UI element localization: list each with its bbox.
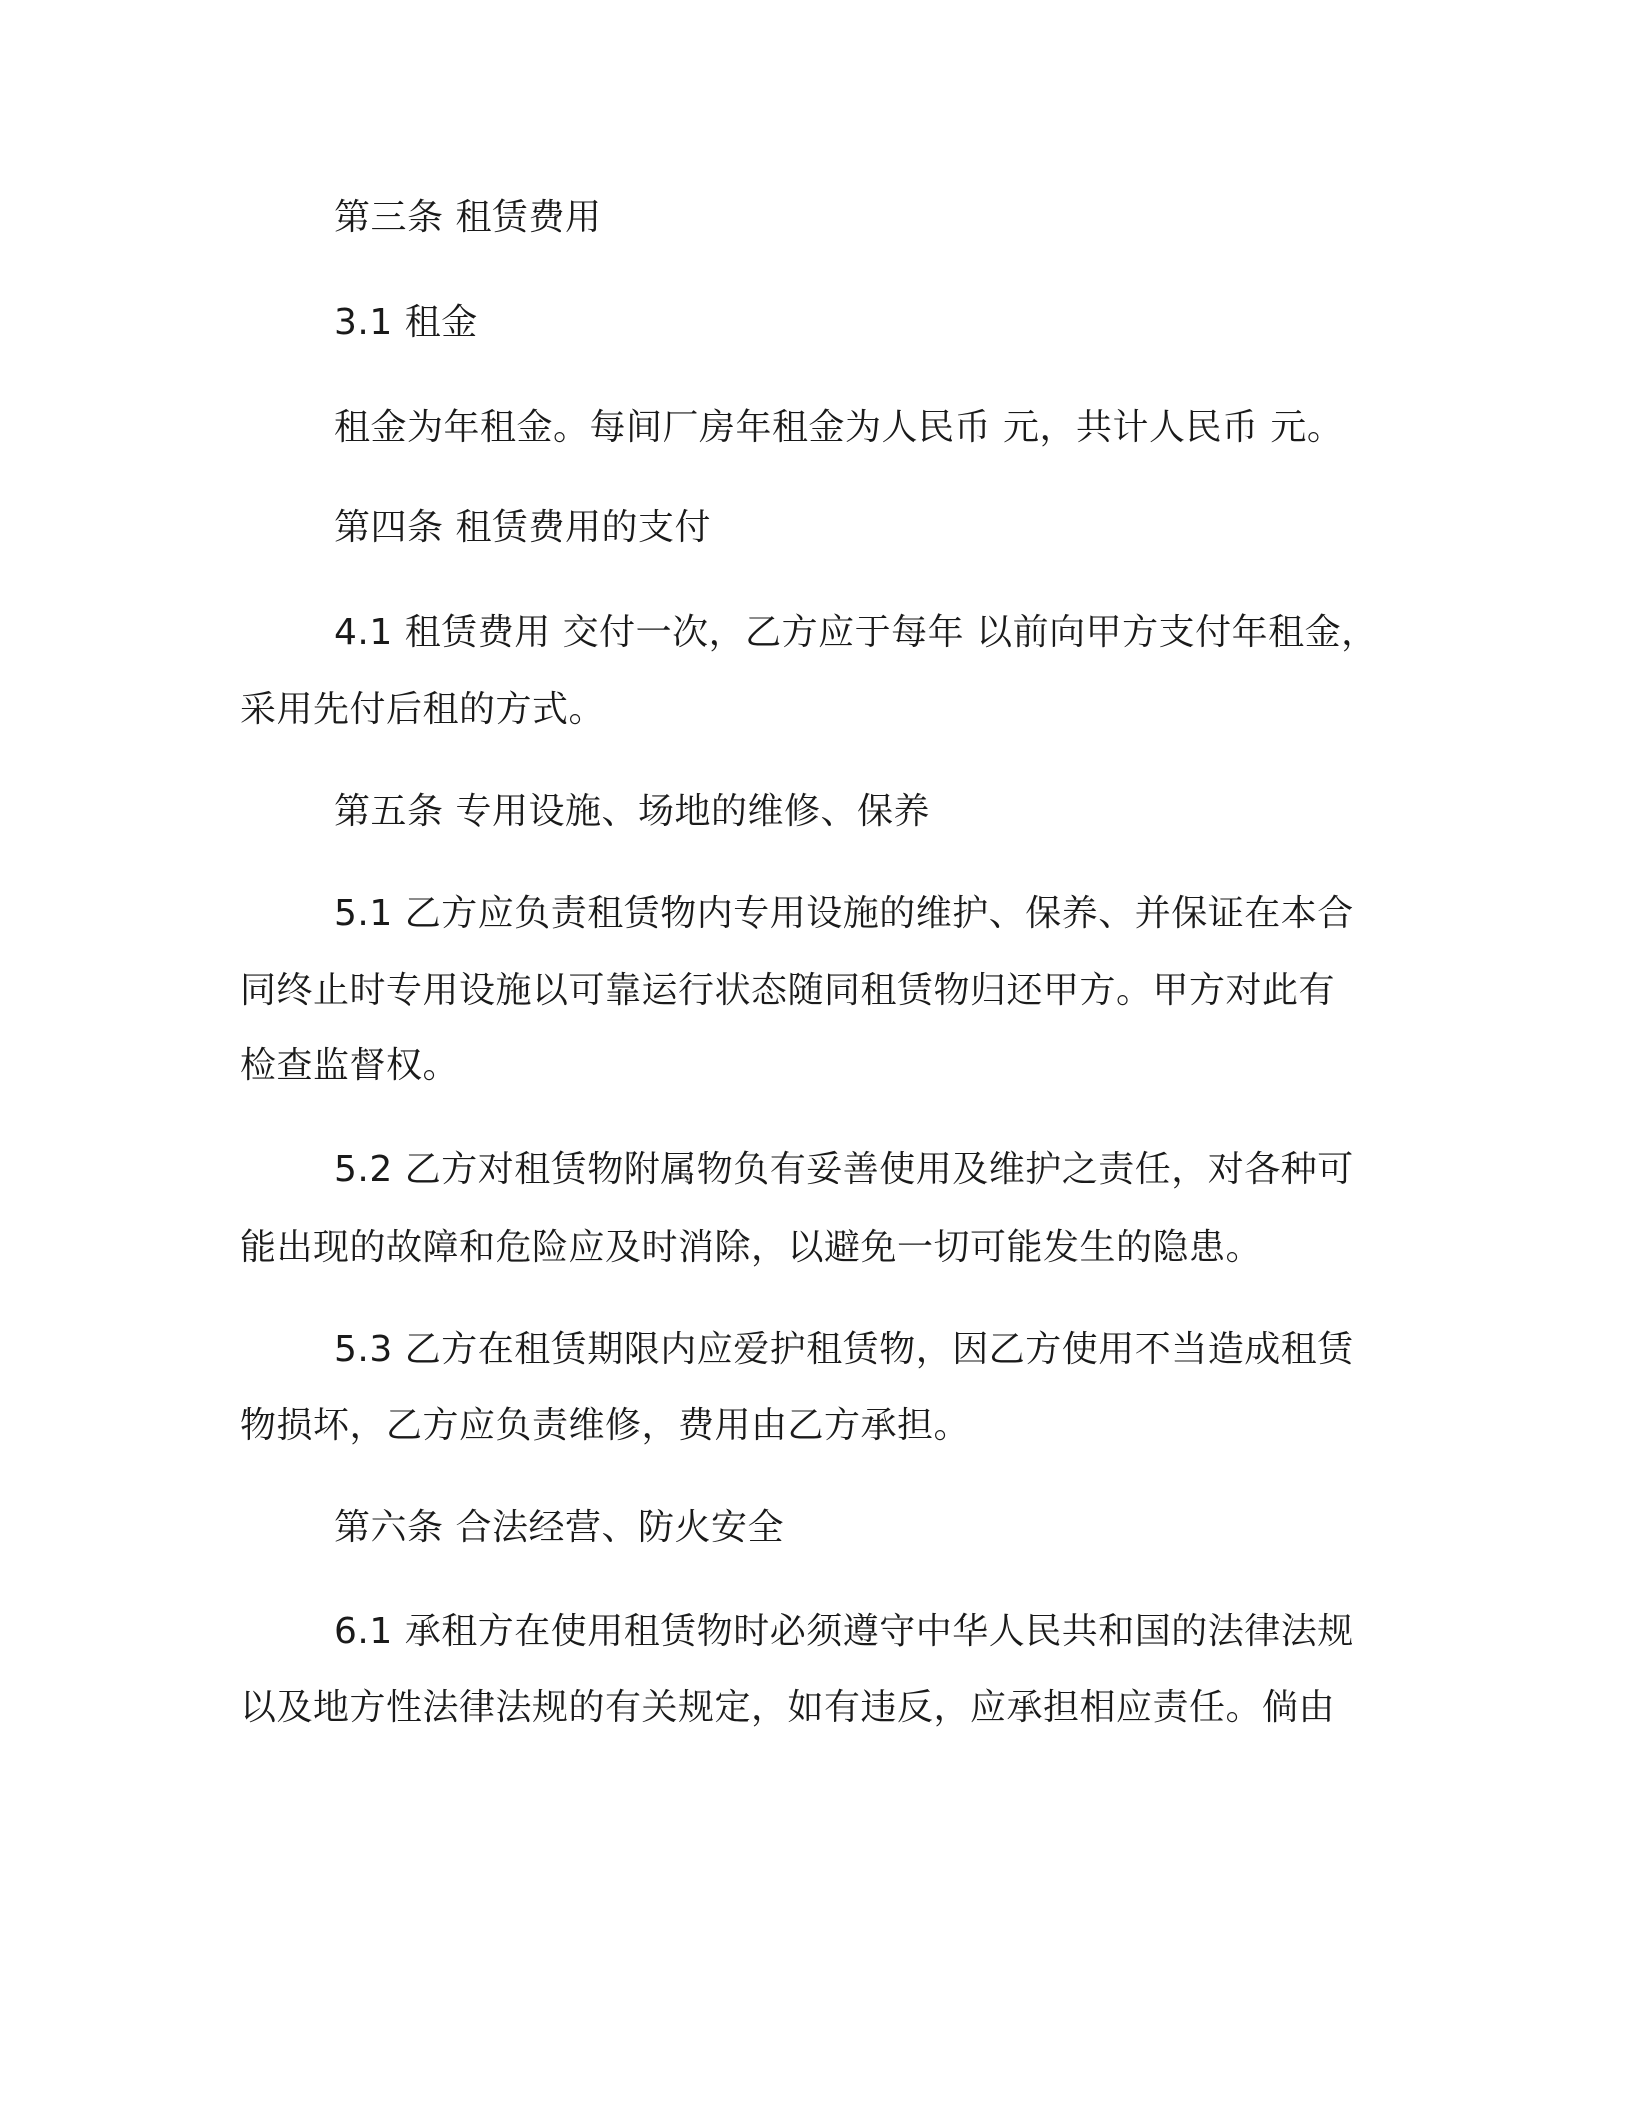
clause-4-1-line-2: 采用先付后租的方式。: [240, 689, 606, 730]
article-3-heading: 第三条 租赁费用: [334, 197, 602, 238]
clause-5-2-line-1: 5.2 乙方对租赁物附属物负有妥善使用及维护之责任，对各种可: [334, 1149, 1354, 1190]
clause-3-1-text: 租金为年租金。每间厂房年租金为人民币 元，共计人民币 元。: [334, 407, 1344, 448]
clause-5-1-line-3: 检查监督权。: [240, 1045, 460, 1086]
clause-5-2-line-2: 能出现的故障和危险应及时消除，以避免一切可能发生的隐患。: [240, 1227, 1263, 1268]
article-5-heading: 第五条 专用设施、场地的维修、保养: [334, 791, 930, 832]
clause-3-1-heading: 3.1 租金: [334, 302, 478, 343]
clause-6-1-line-2: 以及地方性法律法规的有关规定，如有违反，应承担相应责任。倘由: [240, 1687, 1336, 1728]
clause-5-1-line-1: 5.1 乙方应负责租赁物内专用设施的维护、保养、并保证在本合: [334, 893, 1354, 934]
clause-5-1-line-2: 同终止时专用设施以可靠运行状态随同租赁物归还甲方。甲方对此有: [240, 970, 1336, 1011]
article-4-heading: 第四条 租赁费用的支付: [334, 507, 711, 548]
clause-5-3-line-1: 5.3 乙方在租赁期限内应爱护租赁物，因乙方使用不当造成租赁: [334, 1329, 1354, 1370]
clause-4-1-line-1: 4.1 租赁费用 交付一次，乙方应于每年 以前向甲方支付年租金，: [334, 612, 1378, 653]
clause-5-3-line-2: 物损坏，乙方应负责维修，费用由乙方承担。: [240, 1405, 971, 1446]
clause-6-1-line-1: 6.1 承租方在使用租赁物时必须遵守中华人民共和国的法律法规: [334, 1611, 1354, 1652]
article-6-heading: 第六条 合法经营、防火安全: [334, 1507, 784, 1548]
